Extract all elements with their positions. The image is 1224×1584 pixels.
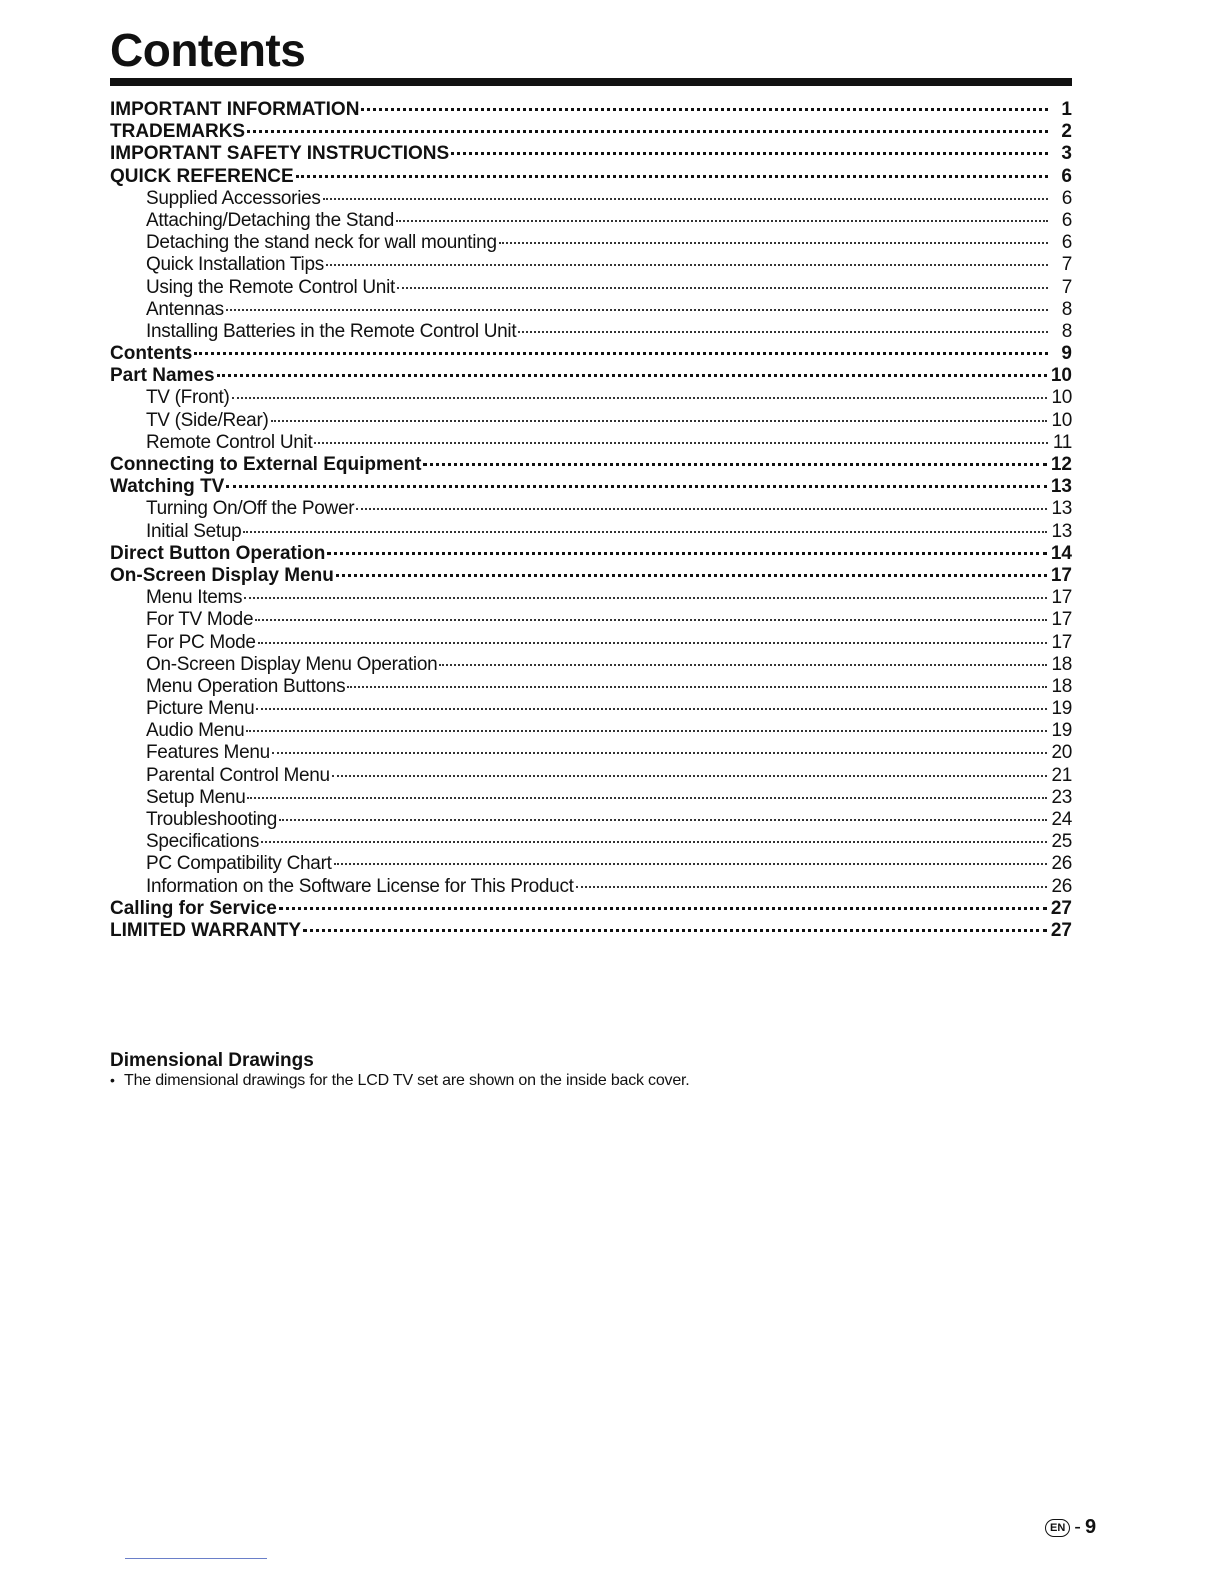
toc-leader-dots — [576, 886, 1048, 888]
toc-entry — [110, 765, 1072, 787]
toc-entry-label: Information on the Software License for This Product — [146, 875, 574, 897]
toc-entry-page: 24 — [1051, 809, 1072, 830]
toc-entry — [110, 809, 1072, 831]
toc-entry-label: Using the Remote Control Unit — [146, 276, 395, 298]
toc-leader-dots — [332, 775, 1048, 777]
toc-entry-label: Picture Menu — [146, 698, 255, 720]
toc-leader-dots — [247, 797, 1047, 799]
toc-entry — [110, 432, 1072, 454]
toc-entry-page: 11 — [1052, 431, 1072, 453]
toc-entry-page: 10 — [1051, 409, 1072, 431]
toc-entry-page: 18 — [1051, 675, 1072, 697]
toc-entry-page: 25 — [1051, 831, 1072, 853]
toc-entry — [110, 254, 1072, 276]
toc-leader-dots — [244, 597, 1047, 599]
page-title: Contents — [110, 24, 306, 76]
toc-entry-label: Features Menu — [146, 742, 270, 764]
toc-leader-dots — [518, 331, 1048, 333]
toc-entry-page: 17 — [1051, 587, 1072, 609]
toc-entry — [110, 321, 1072, 343]
toc-entry — [110, 920, 1072, 942]
toc-entry-page: 14 — [1050, 542, 1072, 564]
toc-entry-label: Audio Menu — [146, 720, 245, 742]
page-footer — [1045, 1516, 1096, 1539]
toc-leader-dots — [296, 175, 1048, 178]
toc-entry-label: QUICK REFERENCE — [110, 165, 294, 187]
bullet-icon: • — [110, 1072, 115, 1088]
toc-entry — [110, 498, 1072, 520]
toc-entry-label: On-Screen Display Menu — [110, 564, 334, 586]
toc-entry — [110, 787, 1072, 809]
toc-entry-page: 19 — [1051, 720, 1072, 742]
toc-entry-label: Connecting to External Equipment — [110, 454, 422, 475]
toc-entry — [110, 632, 1072, 654]
toc-leader-dots — [243, 531, 1047, 533]
toc-leader-dots — [279, 907, 1047, 910]
toc-entry-label: LIMITED WARRANTY — [110, 919, 302, 941]
toc-entry — [110, 609, 1072, 631]
toc-entry — [110, 898, 1072, 920]
toc-entry-page: 6 — [1061, 165, 1072, 187]
toc-leader-dots — [326, 264, 1048, 266]
toc-entry-page: 7 — [1061, 254, 1072, 276]
toc-entry-label: Menu Items — [146, 587, 243, 609]
toc-entry — [110, 543, 1072, 565]
toc-entry — [110, 121, 1072, 143]
dimensional-drawings-text: The dimensional drawings for the LCD TV set are shown on the inside back cover. — [124, 1072, 690, 1089]
toc-entry-page: 13 — [1050, 476, 1072, 498]
title-rule — [110, 78, 1072, 86]
toc-entry — [110, 99, 1072, 121]
toc-entry-label: Initial Setup — [146, 520, 242, 542]
toc-entry-page: 7 — [1061, 276, 1072, 298]
toc-entry-page: 10 — [1050, 365, 1072, 387]
toc-entry-page: 21 — [1051, 764, 1072, 786]
toc-entry-page: 6 — [1061, 187, 1072, 209]
toc-entry — [110, 742, 1072, 764]
toc-leader-dots — [314, 442, 1048, 444]
toc-leader-dots — [271, 420, 1048, 422]
toc-leader-dots — [226, 485, 1047, 488]
toc-leader-dots — [246, 730, 1047, 732]
toc-entry-page: 17 — [1050, 564, 1072, 586]
toc-entry — [110, 876, 1072, 898]
toc-entry-label: Supplied Accessories — [146, 187, 321, 209]
footer-separator: - — [1074, 1516, 1081, 1538]
toc-entry — [110, 831, 1072, 853]
toc-entry — [110, 853, 1072, 875]
toc-entry-page: 6 — [1061, 232, 1072, 254]
toc-entry — [110, 365, 1072, 387]
toc-entry — [110, 587, 1072, 609]
dimensional-drawings-note — [110, 1072, 690, 1090]
toc-entry-label: TRADEMARKS — [110, 121, 246, 143]
toc-entry-label: TV (Side/Rear) — [146, 409, 269, 431]
language-badge: EN — [1045, 1519, 1070, 1537]
toc-leader-dots — [272, 752, 1048, 754]
toc-entry-page: 1 — [1061, 99, 1072, 120]
toc-entry-label: Detaching the stand neck for wall mounting — [146, 232, 497, 254]
toc-entry-label: For PC Mode — [146, 631, 256, 653]
toc-leader-dots — [258, 642, 1048, 644]
toc-entry-page: 6 — [1061, 209, 1072, 231]
toc-entry-label: Menu Operation Buttons — [146, 675, 346, 697]
toc-leader-dots — [232, 397, 1048, 399]
toc-entry-label: Specifications — [146, 831, 260, 853]
toc-entry — [110, 232, 1072, 254]
toc-entry-label: Watching TV — [110, 476, 225, 498]
toc-entry — [110, 565, 1072, 587]
toc-entry-page: 27 — [1050, 919, 1072, 941]
toc-entry-label: Attaching/Detaching the Stand — [146, 209, 394, 231]
toc-leader-dots — [256, 708, 1047, 710]
toc-leader-dots — [303, 929, 1047, 932]
toc-entry — [110, 476, 1072, 498]
toc-entry-label: Remote Control Unit — [146, 431, 313, 453]
toc-entry — [110, 720, 1072, 742]
toc-entry-page: 13 — [1051, 498, 1072, 520]
toc-leader-dots — [226, 309, 1048, 311]
toc-leader-dots — [451, 152, 1048, 155]
toc-entry-label: Direct Button Operation — [110, 542, 326, 564]
toc-entry-label: Contents — [110, 343, 193, 365]
toc-entry — [110, 143, 1072, 165]
toc-leader-dots — [439, 664, 1047, 666]
toc-leader-dots — [499, 242, 1048, 244]
toc-leader-dots — [255, 619, 1047, 621]
toc-entry — [110, 454, 1072, 476]
toc-leader-dots — [361, 108, 1048, 111]
toc-leader-dots — [336, 574, 1047, 577]
toc-entry — [110, 676, 1072, 698]
toc-entry-page: 26 — [1051, 875, 1072, 897]
toc-entry-page: 9 — [1061, 343, 1072, 365]
toc-entry-label: Setup Menu — [146, 786, 246, 808]
toc-leader-dots — [247, 130, 1048, 133]
toc-leader-dots — [397, 287, 1048, 289]
toc-leader-dots — [423, 463, 1046, 466]
toc-entry-label: Turning On/Off the Power — [146, 498, 355, 520]
toc-leader-dots — [217, 374, 1047, 377]
toc-leader-dots — [356, 508, 1047, 510]
toc-entry-label: IMPORTANT SAFETY INSTRUCTIONS — [110, 143, 450, 165]
toc-entry-label: Calling for Service — [110, 897, 277, 919]
toc-entry — [110, 166, 1072, 188]
toc-leader-dots — [347, 686, 1047, 688]
toc-entry-page: 23 — [1051, 786, 1072, 808]
toc-entry — [110, 387, 1072, 409]
toc-entry — [110, 654, 1072, 676]
toc-entry — [110, 210, 1072, 232]
toc-entry — [110, 343, 1072, 365]
toc-leader-dots — [194, 352, 1048, 355]
toc-entry — [110, 299, 1072, 321]
toc-leader-dots — [334, 863, 1048, 865]
toc-entry-page: 18 — [1051, 653, 1072, 675]
toc-entry-page: 12 — [1050, 454, 1072, 475]
toc-entry-page: 2 — [1061, 121, 1072, 143]
toc-entry-label: Parental Control Menu — [146, 764, 330, 786]
toc-leader-dots — [327, 552, 1047, 555]
table-of-contents — [110, 99, 1072, 942]
toc-entry — [110, 188, 1072, 210]
toc-entry-page: 17 — [1051, 609, 1072, 631]
page-number: 9 — [1084, 1516, 1097, 1538]
toc-entry-label: Troubleshooting — [146, 809, 278, 830]
toc-entry-label: Installing Batteries in the Remote Control Unit — [146, 320, 517, 342]
toc-entry-page: 3 — [1061, 143, 1072, 165]
toc-entry — [110, 521, 1072, 543]
toc-entry-page: 27 — [1050, 897, 1072, 919]
toc-entry-page: 10 — [1051, 387, 1072, 409]
toc-entry-label: PC Compatibility Chart — [146, 853, 332, 875]
toc-entry-page: 13 — [1051, 520, 1072, 542]
toc-entry-label: Part Names — [110, 365, 215, 387]
dimensional-drawings-heading: Dimensional Drawings — [110, 1050, 314, 1071]
toc-entry-label: TV (Front) — [146, 387, 230, 409]
toc-leader-dots — [323, 198, 1048, 200]
toc-entry — [110, 410, 1072, 432]
toc-entry-page: 19 — [1051, 698, 1072, 720]
toc-entry-page: 20 — [1051, 742, 1072, 764]
toc-entry-label: For TV Mode — [146, 609, 254, 631]
toc-entry-label: Antennas — [146, 298, 224, 320]
toc-entry-label: On-Screen Display Menu Operation — [146, 653, 438, 675]
toc-leader-dots — [261, 841, 1047, 843]
toc-entry-label: Quick Installation Tips — [146, 254, 324, 276]
toc-entry — [110, 698, 1072, 720]
toc-entry-page: 26 — [1051, 853, 1072, 875]
toc-leader-dots — [396, 220, 1048, 222]
toc-entry-label: IMPORTANT INFORMATION — [110, 99, 360, 120]
toc-entry-page: 8 — [1061, 298, 1072, 320]
toc-entry — [110, 277, 1072, 299]
toc-leader-dots — [279, 819, 1047, 821]
bottom-divider — [125, 1558, 267, 1559]
toc-entry-page: 17 — [1051, 631, 1072, 653]
toc-entry-page: 8 — [1061, 320, 1072, 342]
